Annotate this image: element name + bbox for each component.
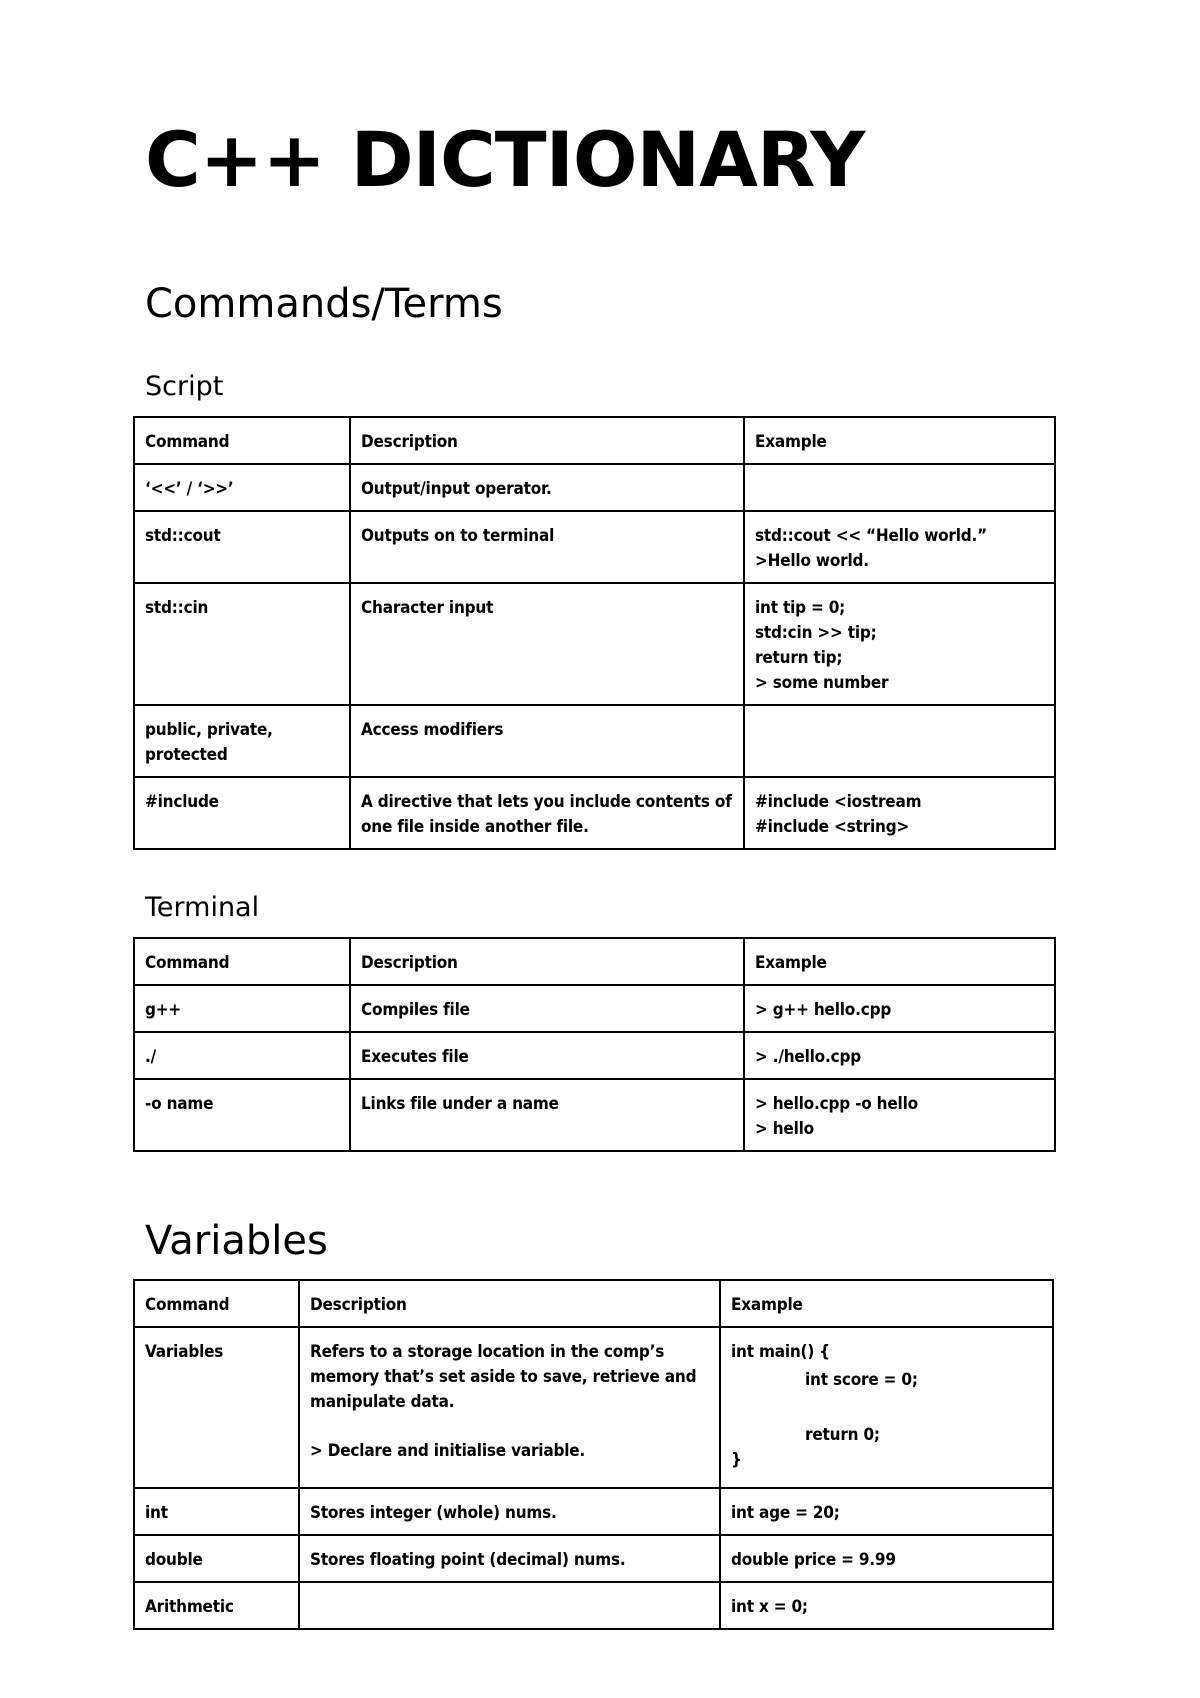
command-cell: std::cin bbox=[134, 583, 350, 705]
terminal-heading: Terminal bbox=[145, 892, 260, 923]
header-description: Description bbox=[299, 1280, 720, 1327]
command-cell: double bbox=[134, 1535, 299, 1582]
header-command: Command bbox=[134, 938, 350, 985]
table-row bbox=[134, 1327, 1053, 1488]
command-cell: int bbox=[134, 1488, 299, 1535]
command-cell: Variables bbox=[134, 1327, 299, 1488]
variables-heading: Variables bbox=[145, 1218, 328, 1264]
command-cell: Arithmetic bbox=[134, 1582, 299, 1629]
command-cell: ./ bbox=[134, 1032, 350, 1079]
example-cell bbox=[744, 464, 1055, 511]
example-cell: int age = 20; bbox=[720, 1488, 1053, 1535]
header-example: Example bbox=[744, 417, 1055, 464]
script-heading: Script bbox=[145, 371, 224, 402]
code-line: return 0; bbox=[805, 1425, 880, 1445]
page-title: C++ DICTIONARY bbox=[145, 115, 865, 204]
table-row bbox=[134, 1535, 1053, 1582]
header-description: Description bbox=[350, 417, 744, 464]
table-row bbox=[134, 705, 1055, 777]
table-header-row bbox=[134, 1280, 1053, 1327]
example-cell: int tip = 0; std:cin >> tip; return tip; > some number bbox=[744, 583, 1055, 705]
code-line: int main() { bbox=[731, 1342, 830, 1362]
commands-terms-heading: Commands/Terms bbox=[145, 281, 503, 327]
command-cell: ‘<<’ / ‘>>’ bbox=[134, 464, 350, 511]
description-cell: Compiles file bbox=[350, 985, 744, 1032]
example-cell: #include <iostream #include <string> bbox=[744, 777, 1055, 849]
description-cell bbox=[299, 1582, 720, 1629]
header-command: Command bbox=[134, 1280, 299, 1327]
command-cell: #include bbox=[134, 777, 350, 849]
command-cell: public, private, protected bbox=[134, 705, 350, 777]
example-cell bbox=[720, 1327, 1053, 1488]
table-row bbox=[134, 511, 1055, 583]
description-paragraph: Refers to a storage location in the comp’s memory that’s set aside to save, retrieve and manipulate data. bbox=[310, 1342, 697, 1412]
table-row bbox=[134, 1079, 1055, 1151]
table-row bbox=[134, 777, 1055, 849]
example-cell: int x = 0; bbox=[720, 1582, 1053, 1629]
command-cell: std::cout bbox=[134, 511, 350, 583]
header-command: Command bbox=[134, 417, 350, 464]
description-cell: Stores floating point (decimal) nums. bbox=[299, 1535, 720, 1582]
header-example: Example bbox=[720, 1280, 1053, 1327]
example-cell: > ./hello.cpp bbox=[744, 1032, 1055, 1079]
description-cell: Executes file bbox=[350, 1032, 744, 1079]
example-cell: std::cout << “Hello world.” >Hello world. bbox=[744, 511, 1055, 583]
example-cell: > hello.cpp -o hello > hello bbox=[744, 1079, 1055, 1151]
table-header-row bbox=[134, 938, 1055, 985]
description-cell: Stores integer (whole) nums. bbox=[299, 1488, 720, 1535]
header-example: Example bbox=[744, 938, 1055, 985]
example-cell bbox=[744, 705, 1055, 777]
description-cell: Access modifiers bbox=[350, 705, 744, 777]
description-cell bbox=[299, 1327, 720, 1488]
description-cell: Character input bbox=[350, 583, 744, 705]
script-table bbox=[133, 416, 1056, 850]
table-row bbox=[134, 583, 1055, 705]
description-cell: A directive that lets you include contents of one file inside another file. bbox=[350, 777, 744, 849]
table-row bbox=[134, 1582, 1053, 1629]
example-cell: > g++ hello.cpp bbox=[744, 985, 1055, 1032]
table-header-row bbox=[134, 417, 1055, 464]
description-note: > Declare and initialise variable. bbox=[310, 1441, 586, 1461]
description-cell: Outputs on to terminal bbox=[350, 511, 744, 583]
table-row bbox=[134, 1488, 1053, 1535]
terminal-table bbox=[133, 937, 1056, 1152]
description-cell: Output/input operator. bbox=[350, 464, 744, 511]
header-description: Description bbox=[350, 938, 744, 985]
variables-table bbox=[133, 1279, 1054, 1630]
table-row bbox=[134, 1032, 1055, 1079]
code-line: } bbox=[731, 1450, 742, 1470]
code-line: int score = 0; bbox=[805, 1370, 918, 1390]
command-cell: g++ bbox=[134, 985, 350, 1032]
table-row bbox=[134, 985, 1055, 1032]
description-cell: Links file under a name bbox=[350, 1079, 744, 1151]
command-cell: -o name bbox=[134, 1079, 350, 1151]
table-row bbox=[134, 464, 1055, 511]
example-cell: double price = 9.99 bbox=[720, 1535, 1053, 1582]
